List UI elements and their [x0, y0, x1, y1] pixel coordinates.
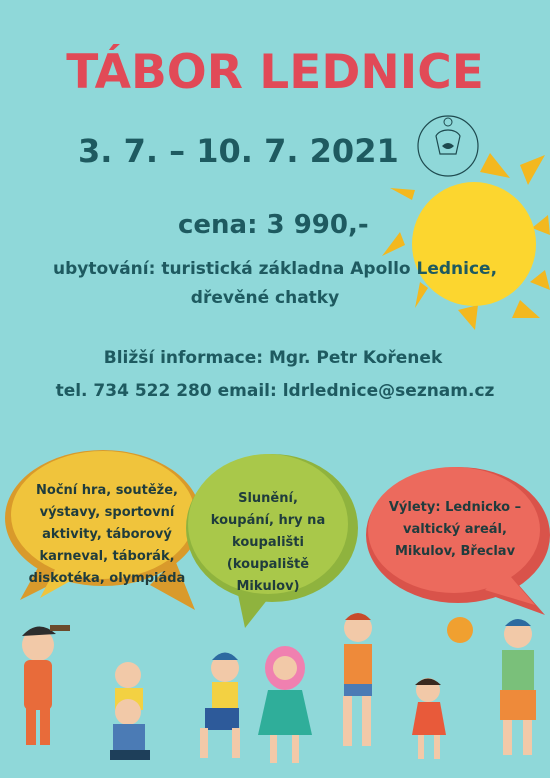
bubble-line: (koupaliště Mikulov)	[226, 557, 310, 594]
bubble-line: výstavy, sportovní	[39, 505, 175, 520]
bubble-line: Noční hra, soutěže,	[36, 483, 178, 498]
school-logo-icon	[418, 116, 478, 176]
camp-price: cena: 3 990,-	[178, 210, 369, 240]
contact-person: Bližší informace: Mgr. Petr Kořenek	[103, 348, 443, 368]
bubble-line: aktivity, táborový	[42, 527, 172, 542]
bubble-line: valtický areál,	[403, 522, 507, 537]
bubble-line: koupališti	[232, 535, 304, 550]
poster-title: TÁBOR LEDNICE	[66, 45, 484, 100]
bubble-line: diskotéka, olympiáda	[28, 571, 186, 586]
accommodation-line-2: dřevěné chatky	[190, 288, 340, 308]
accommodation-line-1: ubytování: turistická základna Apollo Lednice,	[52, 259, 498, 279]
trips-bubble-text	[375, 497, 535, 563]
bubble-line: Mikulov, Břeclav	[394, 544, 516, 559]
contact-details: tel. 734 522 280 email: ldrlednice@seznam.cz	[55, 381, 495, 401]
camp-dates: 3. 7. – 10. 7. 2021	[78, 132, 399, 170]
swimming-bubble-text	[198, 488, 338, 598]
bubble-line: Výlety: Lednicko –	[388, 500, 522, 515]
activities-bubble-text	[22, 480, 192, 590]
bubble-line: Slunění,	[238, 491, 298, 506]
ball-icon	[447, 617, 473, 643]
bubble-line: koupání, hry na	[210, 513, 326, 528]
bubble-line: karneval, táborák,	[39, 549, 175, 564]
